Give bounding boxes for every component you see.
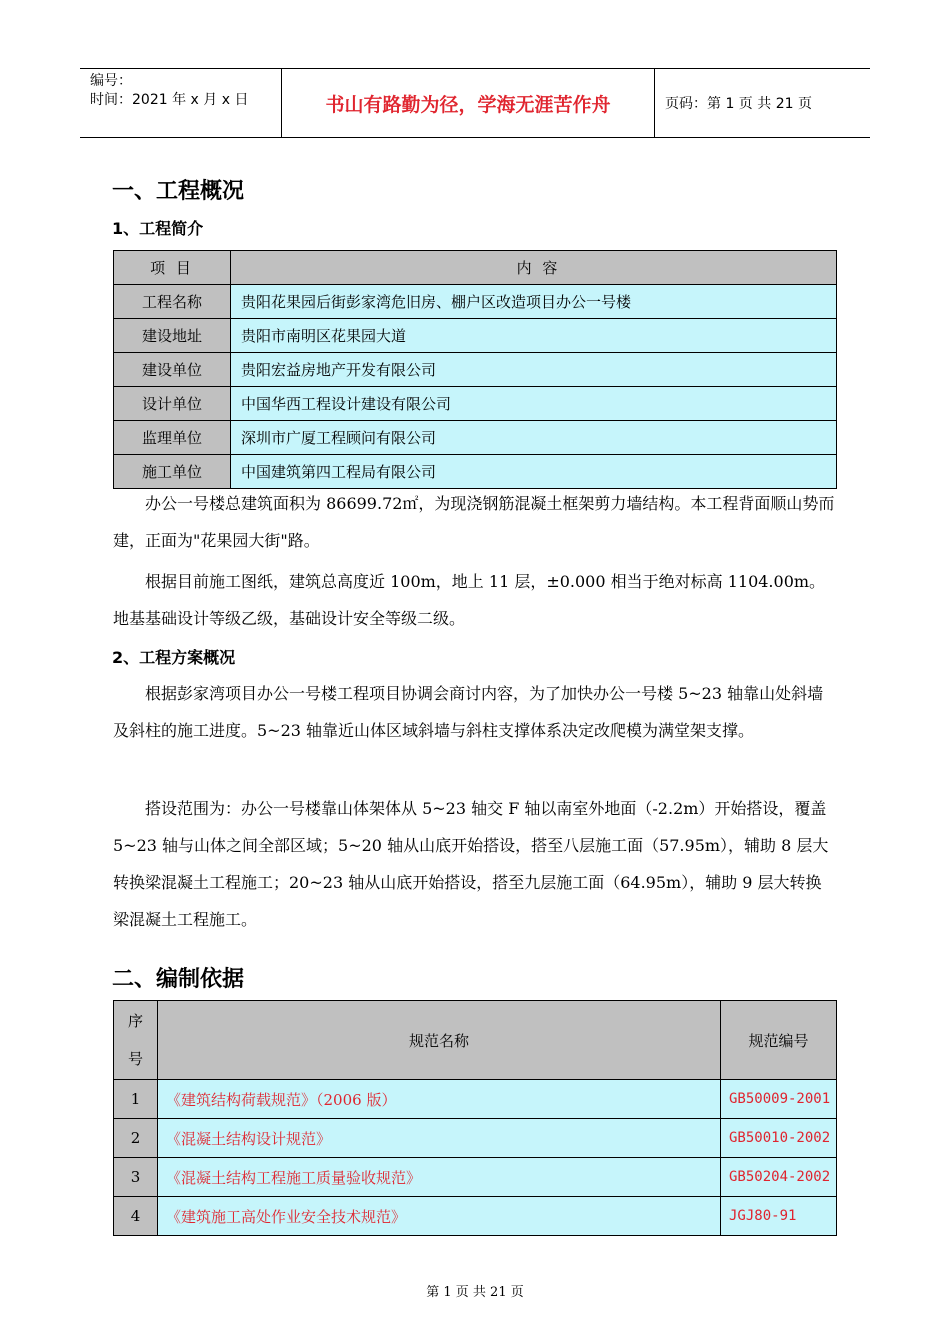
header-page-info: 页码：第 1 页 共 21 页 — [665, 96, 812, 112]
project-overview-table — [113, 250, 837, 489]
time-label: 时间：2021 年 x 月 x 日 — [90, 92, 249, 108]
table-row — [114, 1158, 837, 1197]
table-row — [114, 387, 837, 421]
section-2-title: 二、编制依据 — [112, 967, 245, 992]
table-row — [114, 285, 837, 319]
table-row — [114, 1119, 837, 1158]
table-row — [114, 1197, 837, 1236]
row-label: 设计单位 — [114, 387, 231, 421]
row-value: 中国建筑第四工程局有限公司 — [231, 455, 837, 489]
section-1-1-title: 1、工程简介 — [112, 219, 204, 238]
section-1-2-title: 2、工程方案概况 — [112, 648, 236, 667]
table-row — [114, 421, 837, 455]
spec-name: 《混凝土结构设计规范》 — [158, 1119, 721, 1158]
header-spec-name: 规范名称 — [158, 1001, 721, 1080]
row-value: 贵阳市南明区花果园大道 — [231, 319, 837, 353]
header-motto: 书山有路勤为径，学海无涯苦作舟 — [282, 69, 655, 137]
header-item: 项 目 — [114, 251, 231, 285]
number-label: 编号： — [90, 73, 132, 89]
table-header-row — [114, 251, 837, 285]
row-label: 施工单位 — [114, 455, 231, 489]
row-value: 中国华西工程设计建设有限公司 — [231, 387, 837, 421]
table-row — [114, 319, 837, 353]
row-label: 建设地址 — [114, 319, 231, 353]
row-value: 深圳市广厦工程顾问有限公司 — [231, 421, 837, 455]
spec-name: 《混凝土结构工程施工质量验收规范》 — [158, 1158, 721, 1197]
row-number: 4 — [114, 1197, 158, 1236]
paragraph-area: 办公一号楼总建筑面积为 86699.72㎡，为现浇钢筋混凝土框架剪力墙结构。本工程背面顺山势而建，正面为"花果园大街"路。 — [113, 494, 835, 550]
section-1-title: 一、工程概况 — [112, 179, 245, 204]
paragraph-plan: 根据彭家湾项目办公一号楼工程项目协调会商讨内容，为了加快办公一号楼 5~23 轴靠山处斜墙及斜柱的施工进度。5~23 轴靠近山体区域斜墙与斜柱支撑体系决定改爬模为满堂架支撑。 — [113, 684, 824, 740]
header-meta — [80, 69, 282, 137]
header-seq-1: 序 — [127, 1012, 143, 1030]
page-header — [80, 68, 870, 138]
row-label: 建设单位 — [114, 353, 231, 387]
page-footer: 第 1 页 共 21 页 — [426, 1285, 524, 1300]
table-row — [114, 353, 837, 387]
spec-table — [113, 1000, 837, 1236]
spec-code: GB50009-2001 — [721, 1080, 837, 1119]
table-header-row — [114, 1001, 837, 1080]
spec-name: 《建筑施工高处作业安全技术规范》 — [158, 1197, 721, 1236]
row-label: 监理单位 — [114, 421, 231, 455]
row-value: 贵阳宏益房地产开发有限公司 — [231, 353, 837, 387]
header-seq — [114, 1001, 158, 1080]
paragraph-height: 根据目前施工图纸，建筑总高度近 100m，地上 11 层，±0.000 相当于绝对标高 1104.00m。地基基础设计等级乙级，基础设计安全等级二级。 — [113, 572, 826, 628]
header-content: 内 容 — [231, 251, 837, 285]
header-seq-2: 号 — [127, 1050, 143, 1068]
row-value: 贵阳花果园后街彭家湾危旧房、棚户区改造项目办公一号楼 — [231, 285, 837, 319]
table-row — [114, 455, 837, 489]
row-label: 工程名称 — [114, 285, 231, 319]
row-number: 3 — [114, 1158, 158, 1197]
spec-code: JGJ80-91 — [721, 1197, 837, 1236]
table-row — [114, 1080, 837, 1119]
row-number: 1 — [114, 1080, 158, 1119]
spec-code: GB50204-2002 — [721, 1158, 837, 1197]
header-spec-code: 规范编号 — [721, 1001, 837, 1080]
row-number: 2 — [114, 1119, 158, 1158]
spec-name: 《建筑结构荷载规范》（2006 版） — [158, 1080, 721, 1119]
paragraph-scope: 搭设范围为：办公一号楼靠山体架体从 5~23 轴交 F 轴以南室外地面（-2.2m）开始搭设，覆盖 5~23 轴与山体之间全部区域；5~20 轴从山底开始搭设，搭至八层施工面（57.95m），辅助 8 层大转换梁混凝土工程施工；20~23 轴从山底开始搭设，搭至九层施工面（64.95m），辅助 9 层大转换梁混凝土工程施工。 — [113, 799, 829, 929]
spec-code: GB50010-2002 — [721, 1119, 837, 1158]
